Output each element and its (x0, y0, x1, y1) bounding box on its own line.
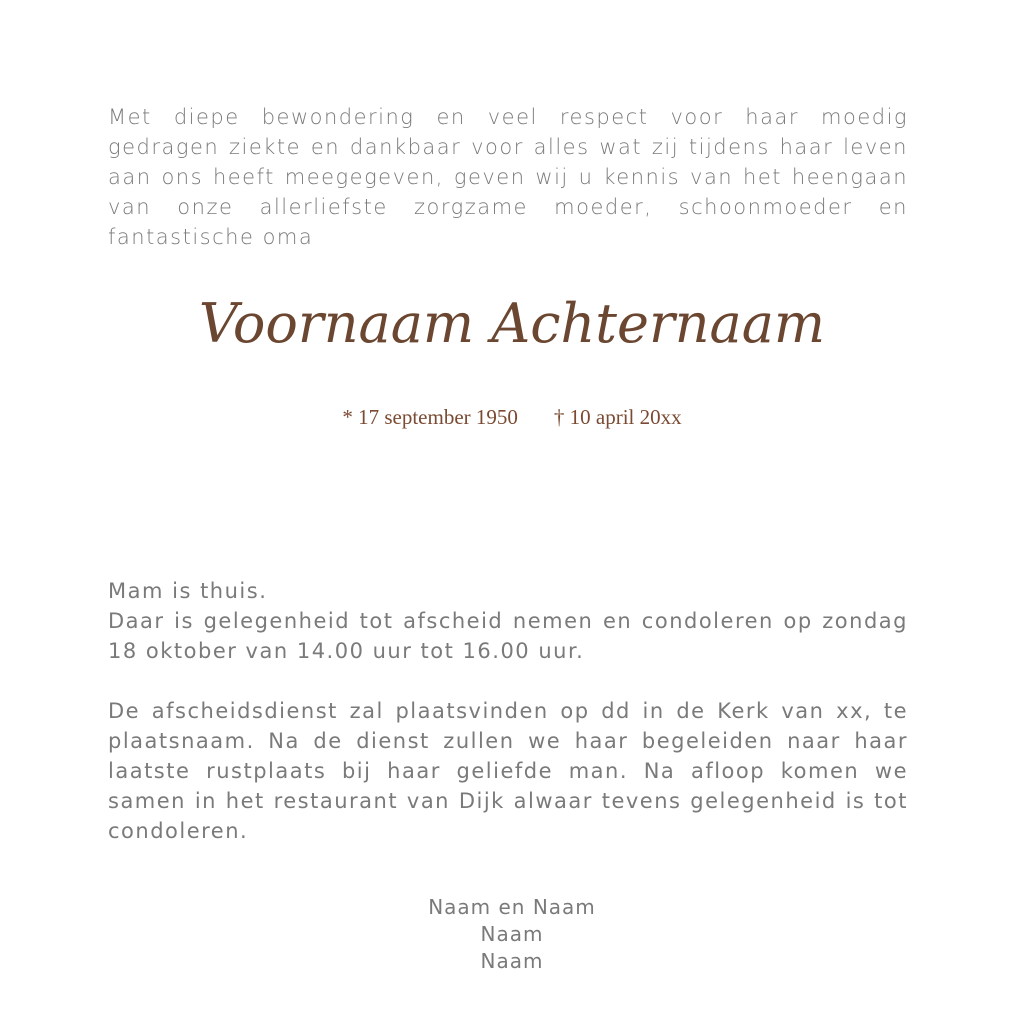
birth-date: * 17 september 1950 (342, 405, 518, 429)
details-block (108, 576, 908, 846)
death-date: † 10 april 20xx (553, 405, 682, 429)
condolence-paragraph: Daar is gelegenheid tot afscheid nemen en condoleren op zondag 18 oktober van 14.00 uur tot 16.00 uur. (108, 609, 908, 663)
intro-paragraph: Met diepe bewondering en veel respect voor haar moedig gedragen ziekte en dankbaar voor alles wat zij tijdens haar leven aan ons heeft meegegeven, geven wij u kennis van het heengaan van onze allerliefste zorgzame moeder, schoonmoeder en fantastische oma (108, 105, 908, 249)
signoff-line: Naam (480, 922, 544, 946)
signoff-line: Naam (480, 949, 544, 973)
home-note: Mam is thuis. (108, 579, 268, 603)
service-paragraph: De afscheidsdienst zal plaatsvinden op dd in de Kerk van xx, te plaatsnaam. Na de dienst zullen we haar begeleiden naar haar laatste rustplaats bij haar geliefde man. Na afloop komen we samen in het restaurant van Dijk alwaar tevens gelegenheid is tot condoleren. (108, 699, 908, 843)
paragraph-spacer (108, 666, 908, 696)
life-dates (0, 403, 1024, 431)
deceased-name: Voornaam Achternaam (198, 292, 826, 355)
signoff-names (0, 894, 1024, 975)
signoff-line: Naam en Naam (428, 895, 596, 919)
